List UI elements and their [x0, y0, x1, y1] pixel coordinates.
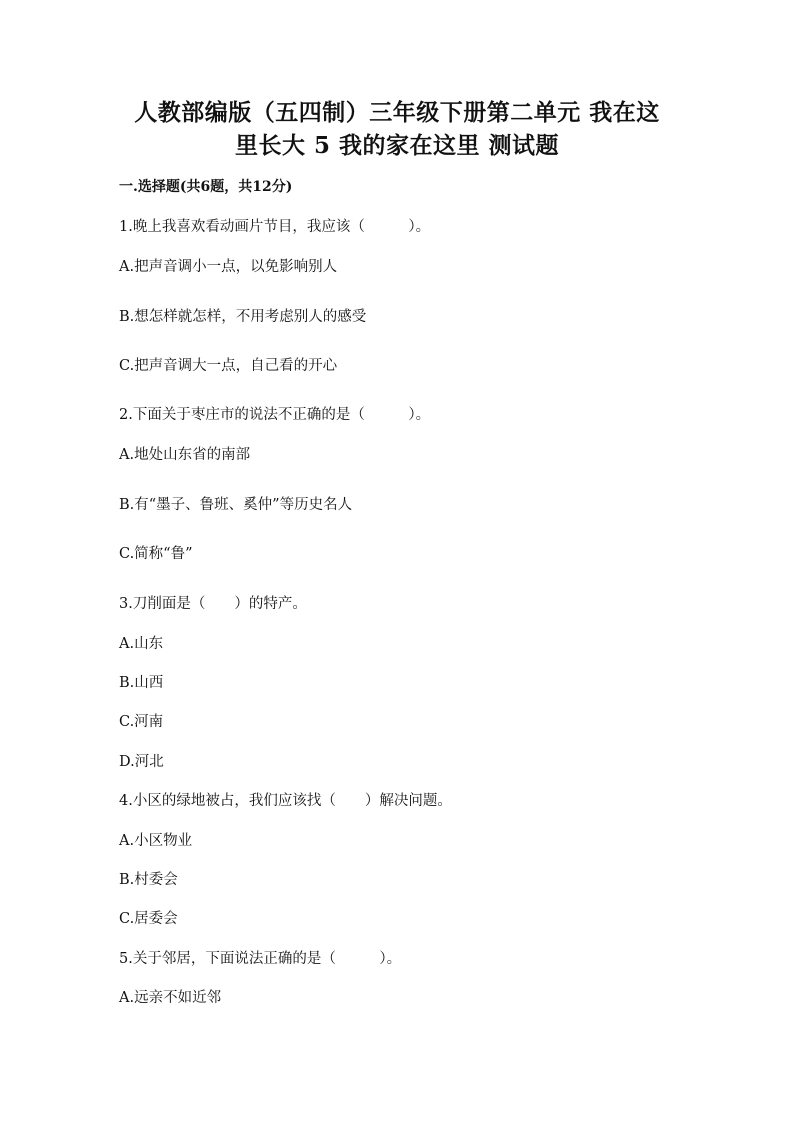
question-1-option-c: C.把声音调大一点，自己看的开心 [119, 358, 338, 374]
question-5-option-a: A.远亲不如近邻 [119, 990, 222, 1006]
question-3-stem: 3.刀削面是（ ）的特产。 [119, 596, 307, 612]
question-2-option-a: A.地处山东省的南部 [119, 447, 251, 463]
question-4-option-b: B.村委会 [119, 872, 178, 888]
question-2-option-c: C.简称“鲁” [119, 546, 193, 562]
question-3-option-c: C.河南 [119, 714, 164, 730]
question-1-option-a: A.把声音调小一点，以免影响别人 [119, 259, 338, 275]
question-3-option-a: A.山东 [119, 636, 164, 652]
question-2-option-b: B.有“墨子、鲁班、奚仲”等历史名人 [119, 497, 353, 513]
question-1-stem: 1.晚上我喜欢看动画片节目，我应该（ ）。 [119, 219, 431, 235]
document-title-line-2: 里长大 5 我的家在这里 测试题 [234, 132, 560, 159]
question-3-option-d: D.河北 [119, 754, 164, 770]
question-2-stem: 2.下面关于枣庄市的说法不正确的是（ ）。 [119, 407, 431, 423]
document-title-line-1: 人教部编版（五四制）三年级下册第二单元 我在这 [134, 99, 660, 126]
question-4-option-a: A.小区物业 [119, 833, 193, 849]
question-4-stem: 4.小区的绿地被占，我们应该找（ ）解决问题。 [119, 793, 452, 809]
question-5-stem: 5.关于邻居，下面说法正确的是（ ）。 [119, 951, 402, 967]
question-4-option-c: C.居委会 [119, 911, 178, 927]
section-heading: 一.选择题(共6题，共12分) [119, 179, 293, 195]
question-1-option-b: B.想怎样就怎样，不用考虑别人的感受 [119, 309, 367, 325]
question-3-option-b: B.山西 [119, 675, 164, 691]
